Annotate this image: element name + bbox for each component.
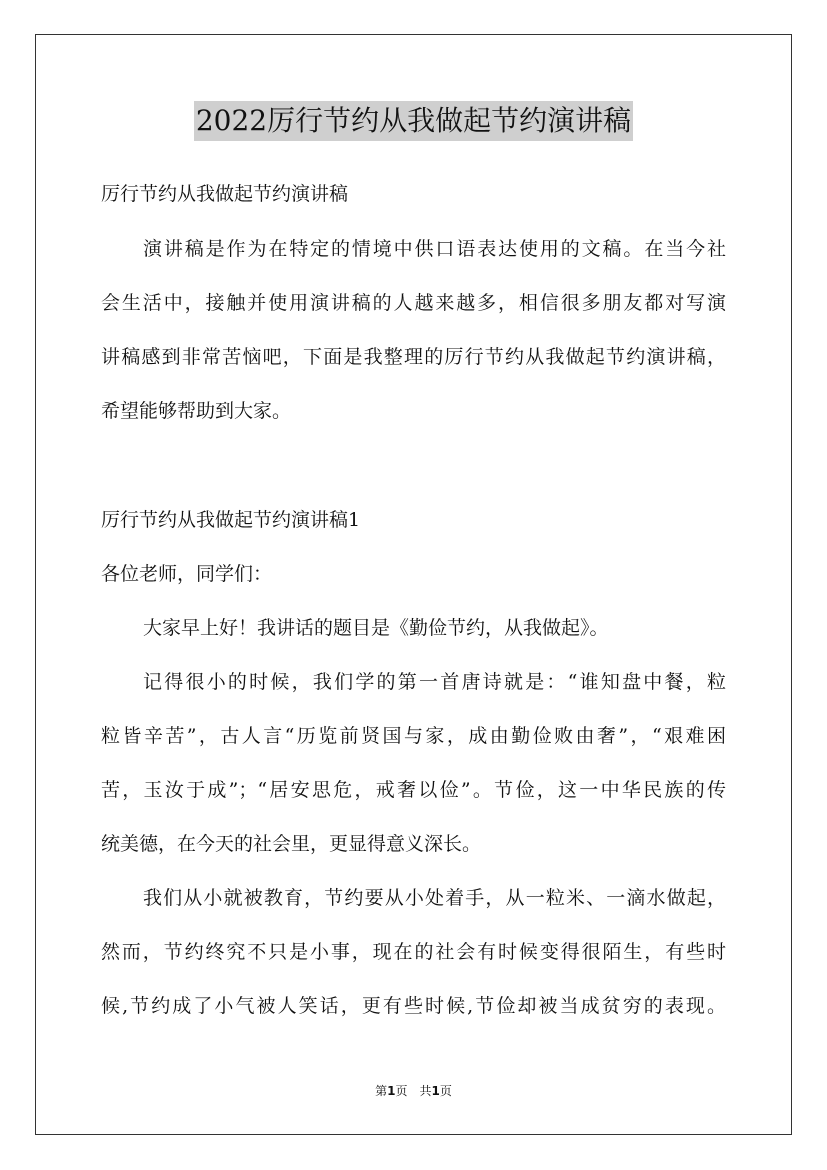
intro-line: 会生活中，接触并使用演讲稿的人越来越多，相信很多朋友都对写演 [101,292,726,314]
footer-mid: 页 共 [395,1084,432,1098]
paragraph-line: 记得很小的时候，我们学的第一首唐诗就是：“谁知盘中餐，粒 [143,671,726,693]
title-container [0,101,827,141]
footer-prefix: 第 [375,1084,388,1098]
paragraph-line: 我们从小就被教育，节约要从小处着手，从一粒米、一滴水做起， [143,887,726,909]
page-current: 1 [387,1084,396,1098]
greeting: 各位老师，同学们： [101,563,273,585]
document-title: 2022厉行节约从我做起节约演讲稿 [194,101,633,141]
intro-line: 希望能够帮助到大家。 [101,400,292,422]
page-total: 1 [431,1084,440,1098]
paragraph-line: 大家早上好！我讲话的题目是《勤俭节约，从我做起》。 [143,617,609,639]
footer-suffix: 页 [439,1084,452,1098]
paragraph-line: 然而，节约终究不只是小事，现在的社会有时候变得很陌生，有些时 [101,941,726,963]
page-footer [0,1083,827,1099]
paragraph-line: 粒皆辛苦”，古人言“历览前贤国与家，成由勤俭败由奢”，“艰难困 [101,725,726,747]
document-subtitle: 厉行节约从我做起节约演讲稿 [101,183,349,205]
intro-line: 讲稿感到非常苦恼吧，下面是我整理的厉行节约从我做起节约演讲稿， [101,346,726,368]
intro-line: 演讲稿是作为在特定的情境中供口语表达使用的文稿。在当今社 [143,238,726,260]
paragraph-line: 苦，玉汝于成”；“居安思危，戒奢以俭”。节俭，这一中华民族的传 [101,779,726,801]
paragraph-line: 候,节约成了小气被人笑话，更有些时候,节俭却被当成贫穷的表现。 [101,995,726,1017]
paragraph-line: 统美德，在今天的社会里，更显得意义深长。 [101,833,482,855]
section-heading: 厉行节约从我做起节约演讲稿1 [101,509,361,531]
